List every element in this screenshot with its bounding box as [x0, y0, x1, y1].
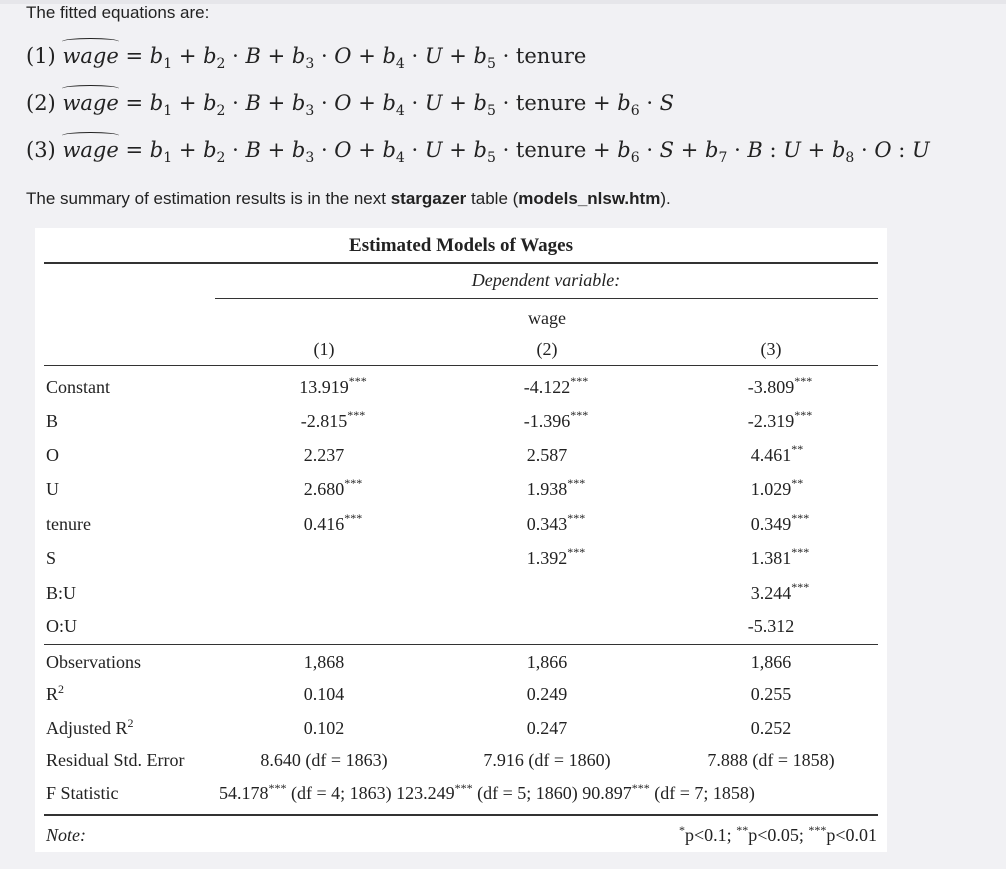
- note-label: Note:: [46, 825, 86, 845]
- coef-cell: 0.349 ***: [751, 514, 792, 534]
- coef-label: U: [46, 479, 59, 499]
- coef-cell: -2.319 ***: [748, 411, 795, 431]
- stargazer-table: [35, 228, 887, 852]
- table-title: Estimated Models of Wages: [349, 235, 573, 256]
- column-header-1: (1): [313, 339, 335, 359]
- significance-stars: ***: [794, 408, 813, 422]
- significance-stars: **: [791, 442, 804, 456]
- coef-cell: 2.680 ***: [304, 479, 345, 499]
- equation-1: (1) wage = $b_1 + b_2 \cdot B + b_3 \cdot O + b_4 \cdot U + b_5$ · tenure: [26, 44, 587, 73]
- column-header-2: (2): [536, 339, 558, 359]
- note-text: *p<0.1; **p<0.05; ***p<0.01: [679, 823, 877, 845]
- intro-text: The fitted equations are:: [26, 3, 210, 22]
- coef-cell: -3.809 ***: [748, 377, 795, 397]
- coef-label: B:U: [46, 583, 77, 603]
- coef-label: S: [46, 548, 57, 568]
- significance-stars: ***: [567, 476, 586, 490]
- coef-cell: 1.029 **: [751, 479, 792, 499]
- stat-cell: 0.247: [526, 718, 568, 738]
- coef-cell: 2.237: [303, 445, 345, 465]
- equation-3: (3) wage = $b_1 + b_2 \cdot B + b_3 \cdot O + b_4 \cdot U + b_5$ · tenure + $b_6 \cdot S + b_7 \cdot B$ : $U + b_8 \cdot O$ : U: [26, 138, 930, 167]
- significance-stars: ***: [570, 408, 589, 422]
- coef-cell: -5.312: [747, 616, 795, 636]
- stats-rule: [44, 644, 878, 645]
- coef-label: Constant: [46, 377, 111, 397]
- coef-cell: -4.122 ***: [524, 377, 571, 397]
- significance-stars: ***: [794, 374, 813, 388]
- dependent-variable-name: wage: [528, 308, 566, 328]
- significance-stars: ***: [347, 408, 366, 422]
- stat-cell: 1,866: [750, 652, 792, 672]
- significance-stars: ***: [570, 374, 589, 388]
- coef-cell: 1.392 ***: [527, 548, 568, 568]
- stat-label-adjusted-r2: Adjusted $R^2$: [46, 716, 134, 738]
- stargazer-keyword: stargazer: [390, 189, 467, 208]
- coef-cell: 0.416 ***: [304, 514, 345, 534]
- significance-stars: ***: [567, 511, 586, 525]
- coef-cell: 1.381 ***: [751, 548, 792, 568]
- stat-label-residual-se: Residual Std. Error: [46, 750, 185, 770]
- stat-cell: 7.888 (df = 1858): [707, 750, 835, 770]
- stat-cell: 1,866: [526, 652, 568, 672]
- significance-stars: ***: [344, 511, 363, 525]
- stat-cell: 0.252: [750, 718, 792, 738]
- stat-cell: 0.102: [303, 718, 345, 738]
- coef-label: B: [46, 411, 59, 431]
- column-header-3: (3): [760, 339, 782, 359]
- significance-stars: **: [791, 476, 804, 490]
- stat-cell: 7.916 (df = 1860): [483, 750, 611, 770]
- coef-cell: 13.919 ***: [299, 377, 349, 397]
- stat-label-observations: Observations: [46, 652, 141, 672]
- wage-hat: wage: [62, 138, 119, 162]
- table-bottom-rule: [44, 814, 878, 816]
- significance-stars: ***: [348, 374, 367, 388]
- coef-label: tenure: [46, 514, 91, 534]
- equation-2: (2) wage = $b_1 + b_2 \cdot B + b_3 \cdot O + b_4 \cdot U + b_5$ · tenure + $b_6 \cdot S$: [26, 91, 675, 120]
- significance-stars: ***: [791, 511, 810, 525]
- coef-label: O: [46, 445, 59, 465]
- coef-cell: 4.461 **: [751, 445, 792, 465]
- table-top-rule: [44, 262, 878, 264]
- header-rule: [44, 365, 878, 366]
- dependent-variable-header: Dependent variable:: [471, 270, 621, 290]
- stat-cell: 0.249: [526, 684, 568, 704]
- filename-link: models_nlsw.htm: [518, 189, 661, 208]
- coef-cell: -2.815 ***: [301, 411, 348, 431]
- stat-cell: 1,868: [303, 652, 345, 672]
- wage-hat: wage: [62, 44, 119, 68]
- dep-rule: [215, 298, 878, 299]
- coef-cell: 3.244 ***: [751, 583, 792, 603]
- coef-cell: 1.938 ***: [527, 479, 568, 499]
- summary-text: The summary of estimation results is in the next stargazer table (models_nlsw.htm).: [26, 189, 671, 208]
- significance-stars: ***: [791, 545, 810, 559]
- stat-cell: 8.640 (df = 1863): [260, 750, 388, 770]
- wage-hat: wage: [62, 91, 119, 115]
- coef-cell: 2.587: [526, 445, 568, 465]
- f-statistic-values: 54.178*** (df = 4; 1863) 123.249*** (df = 5; 1860) 90.897*** (df = 7; 1858): [219, 781, 755, 803]
- coef-cell: -1.396 ***: [524, 411, 571, 431]
- significance-stars: ***: [567, 545, 586, 559]
- stat-cell: 0.104: [303, 684, 345, 704]
- stat-label-f-statistic: F Statistic: [46, 783, 119, 803]
- stat-cell: 0.255: [750, 684, 792, 704]
- stat-label-r2: $R^2$: [46, 682, 65, 704]
- significance-stars: ***: [344, 476, 363, 490]
- coef-label: O:U: [46, 616, 77, 636]
- coef-cell: 0.343 ***: [527, 514, 568, 534]
- significance-stars: ***: [791, 580, 810, 594]
